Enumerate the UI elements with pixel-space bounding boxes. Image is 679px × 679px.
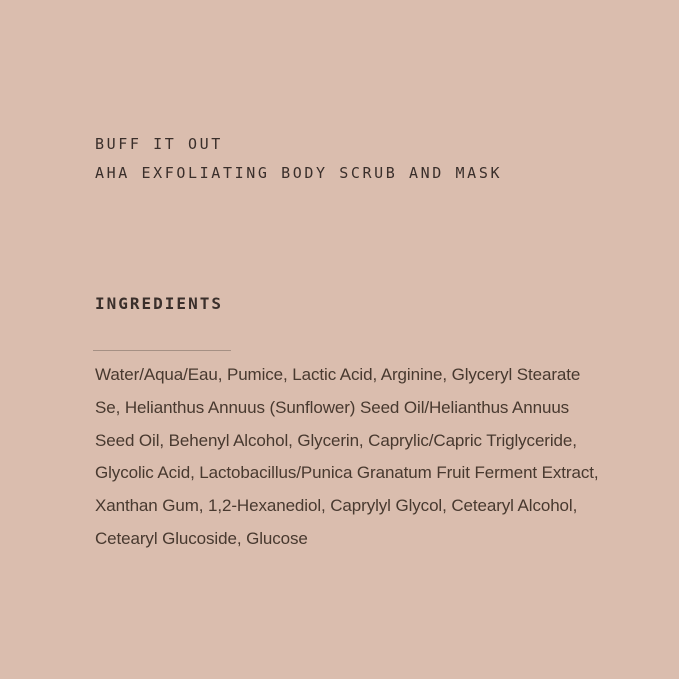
product-name: AHA EXFOLIATING BODY SCRUB AND MASK [95,164,503,182]
ingredients-line: Water/Aqua/Eau, Pumice, Lactic Acid, Arginine, Glyceryl Stearate [95,365,581,384]
ingredients-line: Glycolic Acid, Lactobacillus/Punica Granatum Fruit Ferment Extract, [95,463,599,483]
ingredients-line: Cetearyl Glucoside, Glucose [95,528,308,548]
ingredients-heading: INGREDIENTS [95,294,223,313]
brand-name: BUFF IT OUT [95,135,223,153]
ingredients-line: Seed Oil, Behenyl Alcohol, Glycerin, Caprylic/Capric Triglyceride, [95,430,577,450]
ingredients-list [95,359,615,556]
ingredients-line: Xanthan Gum, 1,2-Hexanediol, Caprylyl Glycol, Cetearyl Alcohol, [95,496,578,516]
product-title-block [95,130,502,188]
ingredients-line: Se, Helianthus Annuus (Sunflower) Seed Oil/Helianthus Annuus [95,397,570,417]
heading-divider [93,350,231,351]
